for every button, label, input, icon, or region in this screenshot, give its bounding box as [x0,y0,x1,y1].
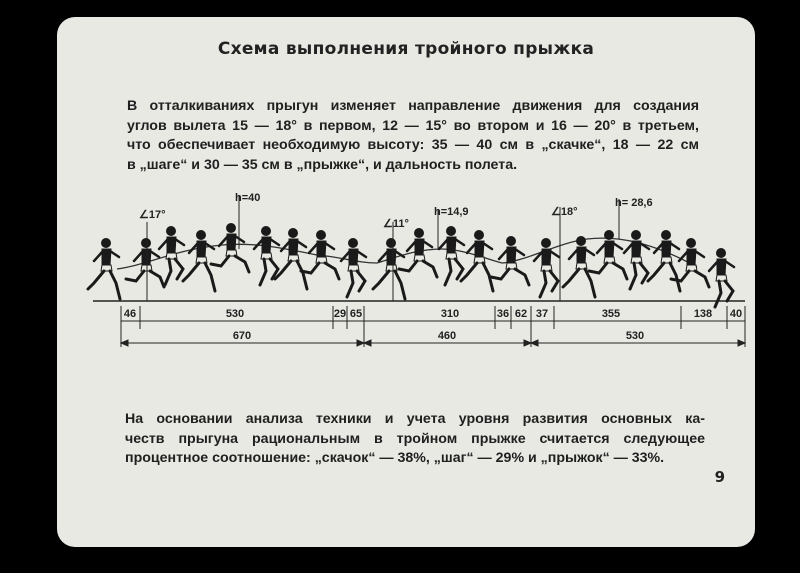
summary-line: процентное соотношение: „скачок“ — 38%, „шаг“ — 29% и „прыжок“ — 33%. [125,450,665,466]
summary-line: честв прыгуна рациональным в тройном прыжке считается следующее [125,430,705,447]
athlete-figure [254,227,279,286]
angle-label-1: ∠17° [139,209,166,221]
phase-dimension-row [121,329,745,347]
phase-total-label: 530 [625,330,645,342]
summary-paragraph [125,410,705,469]
athlete-figure [301,231,339,280]
height-label-3: h= 28,6 [615,197,653,209]
segment-label: 29 [333,308,347,320]
athlete-figure [439,227,464,286]
phase-total-label: 460 [437,330,457,342]
phase-total-label: 670 [232,330,252,342]
athlete-figure [491,237,529,286]
athlete-figure [275,229,307,290]
intro-line: в „шаге“ и 30 — 35 см в „прыжке“, и дальность полета. [127,156,518,173]
athlete-figure [399,229,437,278]
intro-line: что обеспечивает необходимую высоту: 35 — 40 см в „скачке“, 18 — 22 см [127,137,699,153]
athlete-figure [126,239,164,288]
segment-label: 36 [496,308,510,320]
slide [57,17,755,547]
athlete-figure [648,231,680,292]
page-number: 9 [714,468,725,486]
segment-label: 138 [693,308,713,320]
segment-dimension-row [121,306,745,347]
athlete-figure [709,249,734,308]
athlete-figure [159,227,184,286]
summary-line: На основании анализа техники и учета уровня развития основных ка- [125,411,705,427]
athlete-figure [211,224,249,273]
page-title: Схема выполнения тройного прыжка [217,39,595,59]
athlete-figure [88,239,120,300]
segment-label: 46 [123,308,137,320]
angle-label-2: ∠11° [383,218,409,230]
intro-line: В отталкиваниях прыгун изменяет направление движения для создания [127,98,699,114]
segment-label: 40 [729,308,743,320]
segment-label: 62 [514,308,528,320]
intro-line: углов вылета 15 — 18° в первом, 12 — 15° во втором и 16 — 20° в третьем, [127,117,699,134]
height-label-2: h=14,9 [434,206,469,218]
segment-label: 355 [601,308,621,320]
athlete-figures [88,224,734,308]
athlete-figure [563,237,595,298]
athlete-figure [341,239,366,298]
segment-label: 530 [225,308,245,320]
height-label-1: h=40 [235,192,261,204]
angle-label-3: ∠18° [551,206,578,218]
segment-label: 310 [440,308,460,320]
segment-label: 65 [349,308,363,320]
athlete-figure [183,231,215,292]
athlete-figure [461,231,493,292]
athlete-figure [671,239,709,288]
segment-label: 37 [535,308,549,320]
